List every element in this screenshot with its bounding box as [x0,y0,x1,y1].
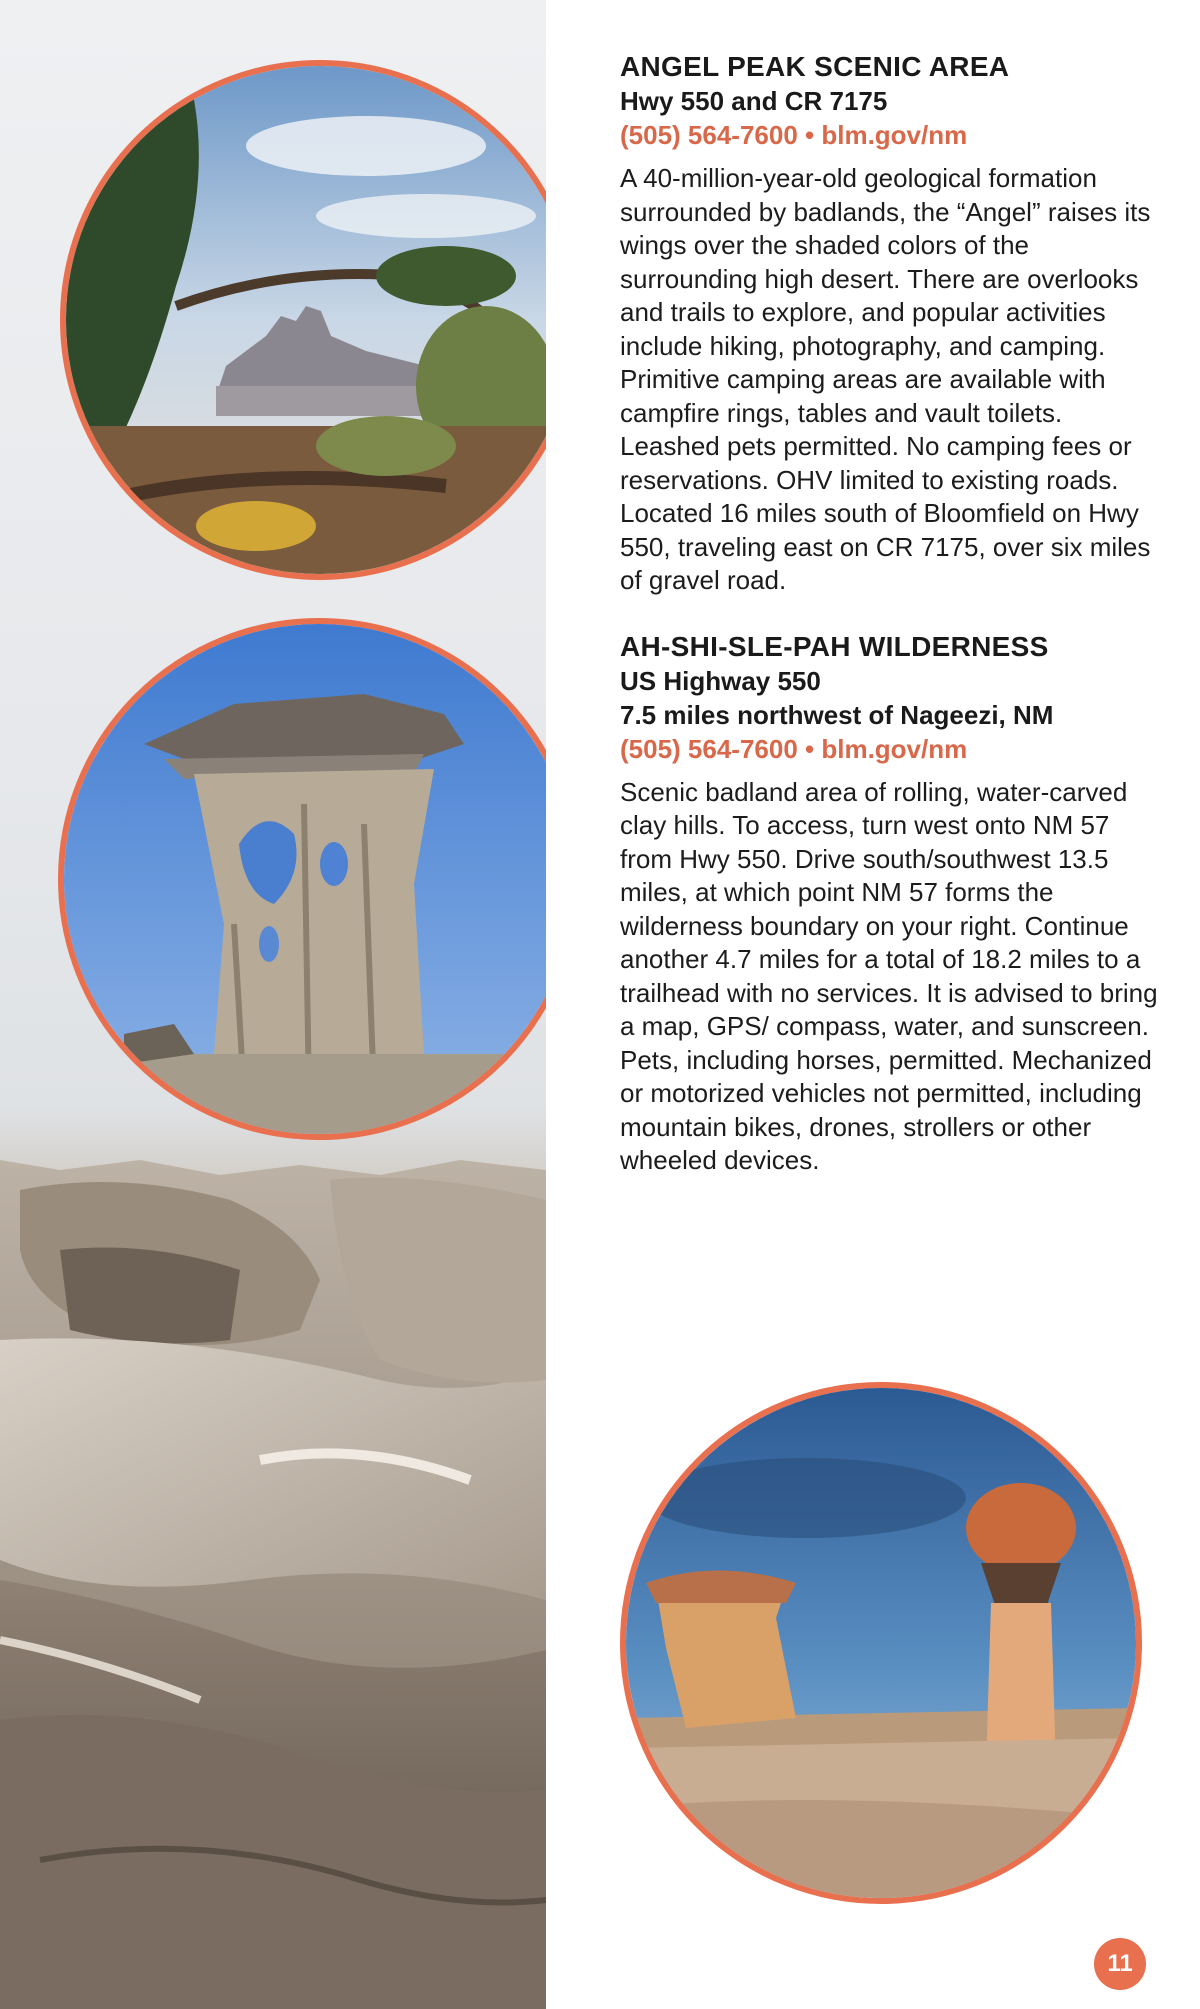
entry-location: US Highway 550 [620,665,821,696]
entry-contact: (505) 564-7600 • blm.gov/nm [620,120,968,150]
entry-description: A 40-million-year-old geological formation surrounded by badlands, the “Angel” raises its wings over the shaded colors of the surrounding high desert. There are overlooks and trails to explore, and popular activities include hiking, photography, and camping. Primitive camping areas are available with campfire rings, tables and vault toilets. Leashed pets permitted. No camping fees or reservations. OHV limited to existing roads. Located 16 miles south of Bloomfield on Hwy 550, traveling east on CR 7175, over six miles of gravel road. [620,163,1151,595]
entry-description: Scenic badland area of rolling, water-carved clay hills. To access, turn west onto NM 57 from Hwy 550. Drive south/southwest 13.5 miles, at which point NM 57 forms the wilderness boundary on your right. Continue another 4.7 miles for a total of 18.2 miles to a trailhead with no services. It is advised to bring a map, GPS/ compass, water, and sunscreen. Pets, including horses, permitted. Mechanized or motorized vehicles not permitted, including mountain bikes, drones, strollers or other wheeled devices. [620,776,1158,1175]
entry-contact: (505) 564-7600 • blm.gov/nm [620,733,968,764]
entry-title: ANGEL PEAK SCENIC AREA [620,51,1010,82]
entry-location: Hwy 550 and CR 7175 [620,86,888,116]
left-photo-column [0,0,546,2009]
balanced-rock-photo [620,1382,1142,1904]
text-column [620,50,1160,1178]
ah-shi-sle-pah-entry [620,630,1160,1178]
angel-peak-entry [620,50,1160,598]
entry-title: AH-SHI-SLE-PAH WILDERNESS [620,630,1049,662]
entry-location-detail: 7.5 miles northwest of Nageezi, NM [620,699,1054,730]
page-number-badge: 11 [1094,1938,1146,1990]
